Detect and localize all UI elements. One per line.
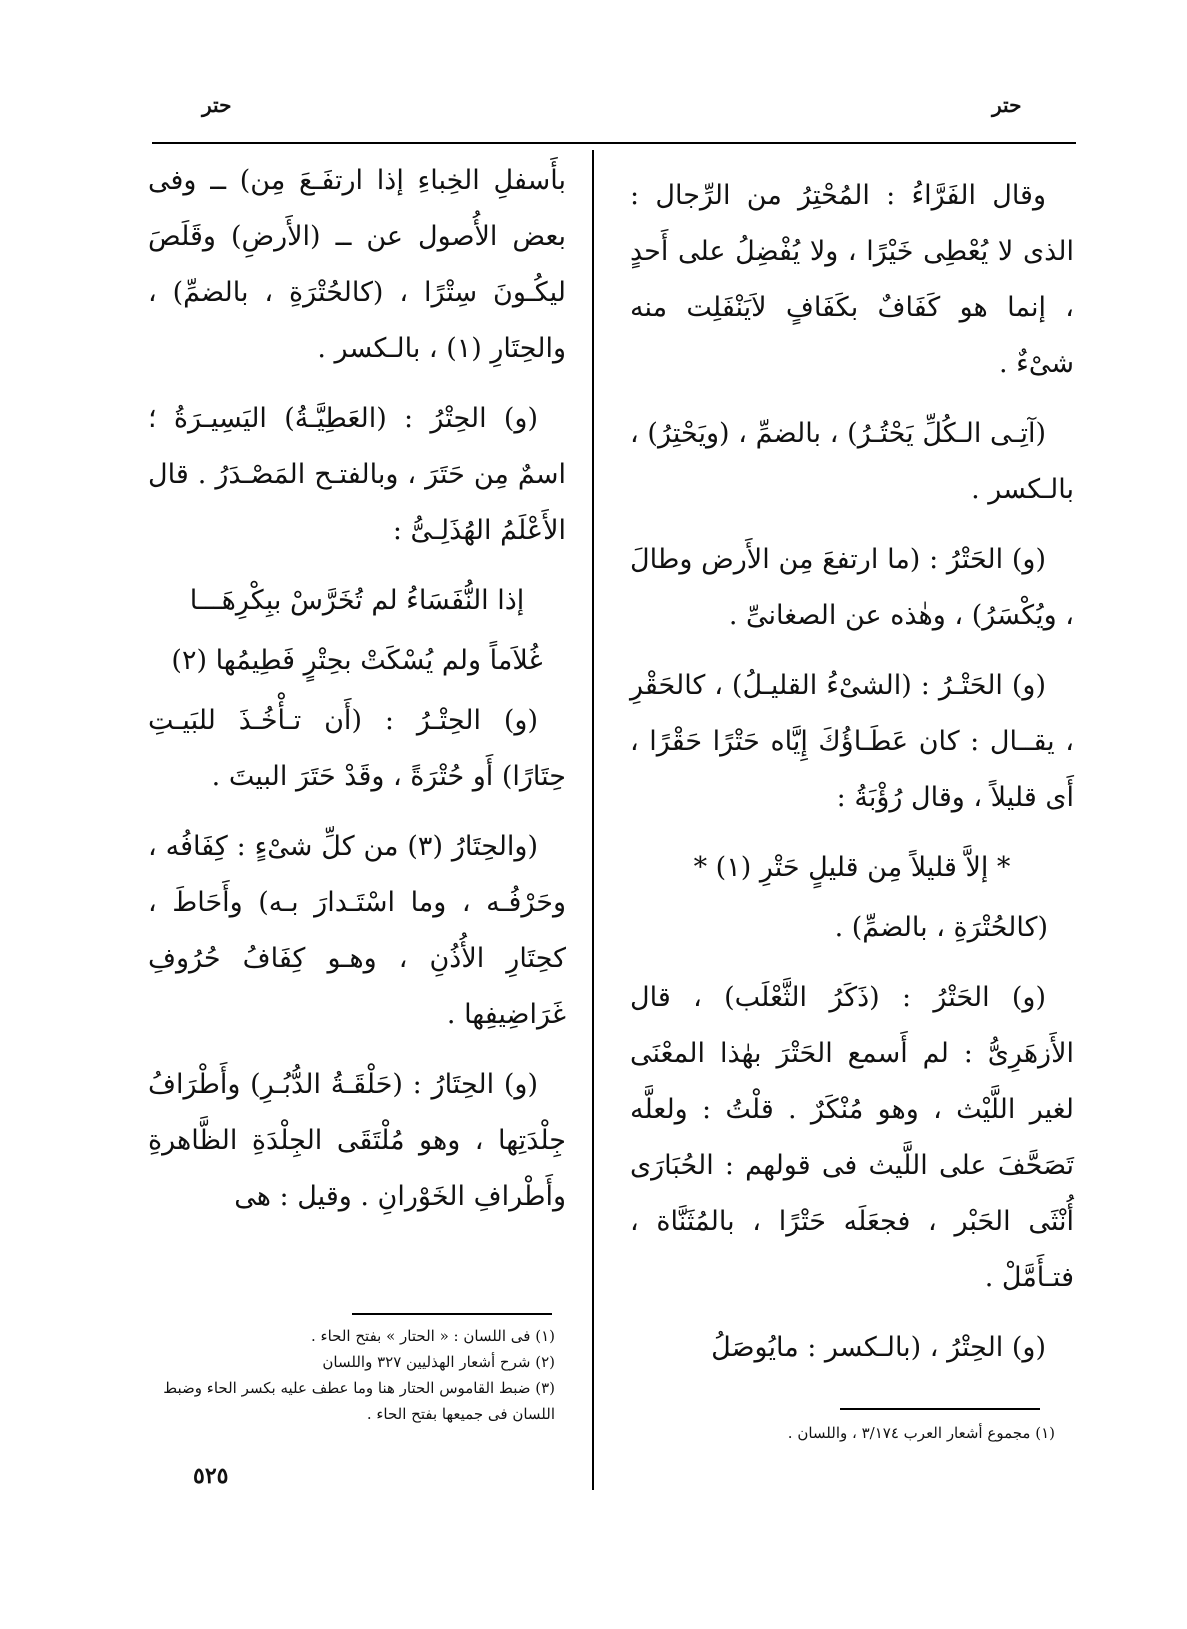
running-head-left: حتر (202, 93, 232, 117)
footnotes-left (150, 1323, 555, 1427)
paragraph: وقال الفَرَّاءُ : المُحْتِرُ من الرِّجال : الذى لا يُعْطِى خَيْرًا ، ولا يُفْضِلُ على أَحدٍ ، إنما هو كَفَافٌ بكَفَافٍ لاَيَنْفَلِت منه شىْءٌ . (630, 180, 1074, 379)
paragraph: (و) الحِتْـرُ : (أَن تـأْخُـذَ للبَيـتِ حِتَارًا) أَو حُتْرَةً ، وقَدْ حَتَرَ البيتَ . (148, 705, 566, 792)
paragraph: بأَسفلِ الخِباءِ إذا ارتفَـعَ مِن) ــ وفى بعض الأُصول عن ــ (الأَرضِ) وقَلَصَ ليكُـونَ سِتْرًا ، (كالحُتْرَةِ ، بالضمِّ) ، والحِتَارِ (١) ، بالـكسر . (148, 165, 566, 364)
paragraph: (و) الحِتْرُ ، (بالـكسر : مايُوصَلُ (711, 1332, 1046, 1363)
running-head-right: حتر (992, 93, 1022, 117)
footnotes-right (630, 1420, 1055, 1446)
paragraph: (و) الحَتْرُ : (ما ارتفعَ مِن الأَرض وطالَ ، ويُكْسَرُ) ، وهٰذه عن الصغانىِّ . (630, 544, 1074, 631)
right-column (630, 168, 1074, 1390)
left-column (148, 153, 566, 1239)
paragraph: (والحِتَارُ (٣) من كلِّ شىْءٍ : كِفَافُه ، وحَرْفُـه ، وما اسْتَـدارَ بـه) وأَحَاطَ ، كحِتَارِ الأُذُنِ ، وهـو كِفَافُ حُرُوفِ غَرَاضِيفِها . (148, 831, 566, 1030)
paragraph: (و) الحَتْـرُ : (الشىْءُ القليـلُ) ، كالحَقْرِ ، يقــال : كان عَطَـاؤُكَ إِيَّاه حَتْرًا حَقْرًا ، أَى قليلاً ، وقال رُؤْبَةُ : (630, 670, 1074, 813)
footnote: (٢) شرح أشعار الهذليين ٣٢٧ واللسان (322, 1353, 555, 1371)
paragraph: (و) الحِتْرُ : (العَطِيَّـةُ) اليَسِيـرَةُ ؛ اسمٌ مِن حَتَرَ ، وبالفتـح المَصْـدَرُ . قال الأَعْلَمُ الهُذَلِـىُّ : (148, 403, 566, 546)
footnote-rule (352, 1313, 552, 1315)
footnote: (١) فى اللسان : « الحتار » بفتح الحاء . (311, 1327, 555, 1345)
header-rule (152, 142, 1076, 144)
footnote: (١) مجموع أشعار العرب ٣/١٧٤ ، واللسان . (787, 1424, 1055, 1442)
verse-line: * إلاَّ قليلاً مِن قليلٍ حَتْرِ (١) * (693, 852, 1011, 883)
verse-line: غُلاَماً ولم يُسْكَتْ بحِتْرٍ فَطِيمُها (٢) (171, 645, 543, 676)
paragraph: (آتِـى الـكُلِّ يَحْتُـرُ) ، بالضمِّ ، (ويَحْتِرُ) ، بالـكسر . (630, 418, 1074, 505)
column-divider (592, 150, 594, 1490)
footnote: (٣) ضبط القاموس الحتار هنا وما عطف عليه بكسر الحاء وضبط اللسان فى جميعها بفتح الحاء . (163, 1379, 555, 1423)
paragraph: (كالحُتْرَةِ ، بالضمِّ) . (834, 912, 1048, 943)
verse-line: إذا النُّفَسَاءُ لم تُخَرَّسْ ببِكْرِهَـــا (189, 585, 525, 616)
paragraph: (و) الحَتْرُ : (ذَكَرُ الثَّعْلَب) ، قال الأَزهَرِىُّ : لم أَسمع الحَتْرَ بهٰذا المعْنَى لغير اللَّيْث ، وهو مُنْكَرٌ . قلْتُ : ولعلَّه تَصَحَّفَ على اللَّيث فى قولهم : الحُبَارَى أُنْثَى الحَبْر ، فجعَلَه حَتْرًا ، بالمُثَنَّاة ، فتـأَمَّلْ . (630, 982, 1074, 1293)
footnote-rule (840, 1408, 1040, 1410)
paragraph: (و) الحِتَارُ : (حَلْقَـةُ الدُّبُـرِ) وأَطْرَافُ جِلْدَتِها ، وهو مُلْتَقَى الجِلْدَةِ الظَّاهرةِ وأَطْرافِ الخَوْرانِ . وقيل : هى (148, 1069, 566, 1212)
page-number: ٥٢٥ (193, 1463, 229, 1489)
